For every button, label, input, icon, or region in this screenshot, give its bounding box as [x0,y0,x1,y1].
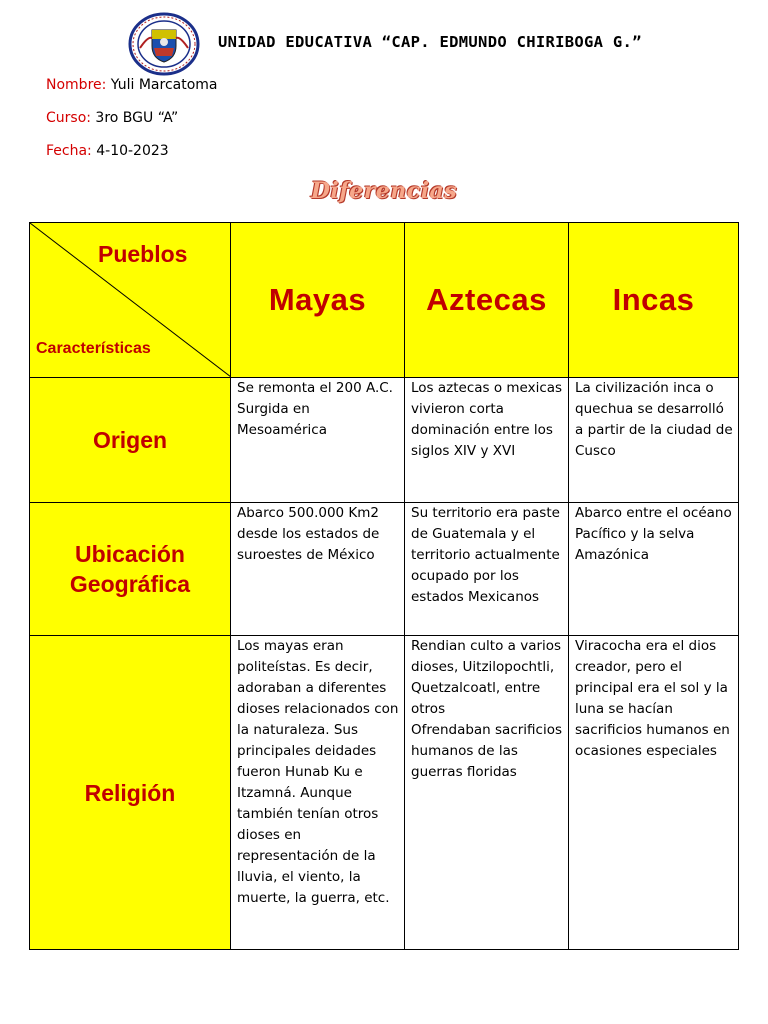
table-cell: Los mayas eran politeístas. Es decir, adoraban a diferentes dioses relacionados con la naturaleza. Sus principales deidades fueron Hunab Ku e Itzamná. Aunque también tenían otros dioses en representación de la lluvia, el viento, la muerte, la guerra, etc. [231,636,405,950]
table-row [30,636,739,950]
corner-top-label: Pueblos [98,241,188,267]
page-title: Diferencias [310,178,458,204]
table-cell: Su territorio era paste de Guatemala y el territorio actualmente ocupado por los estados Mexicanos [405,503,569,636]
student-name-line [46,77,218,93]
column-header-mayas [231,223,405,378]
name-label: Nombre: [46,77,107,93]
table-cell: La civilización inca o quechua se desarrolló a partir de la ciudad de Cusco [569,378,739,503]
course-label: Curso: [46,110,91,126]
row-header-origen: Origen [30,378,231,503]
document-header [0,0,768,80]
school-name: UNIDAD EDUCATIVA “CAP. EDMUNDO CHIRIBOGA G.” [218,33,642,51]
column-label: Aztecas [426,282,547,317]
column-label: Incas [612,282,695,317]
course-line [46,110,178,126]
date-value: 4-10-2023 [91,143,169,159]
date-line [46,143,169,159]
name-value: Yuli Marcatoma [106,77,218,93]
table-row [30,503,739,636]
table-cell: Abarco 500.000 Km2 desde los estados de suroestes de México [231,503,405,636]
school-crest-icon [128,12,200,76]
column-header-incas [569,223,739,378]
table-cell: Se remonta el 200 A.C. Surgida en Mesoamérica [231,378,405,503]
table-row [30,378,739,503]
table-cell: Viracocha era el dios creador, pero el principal era el sol y la luna se hacían sacrificios humanos en ocasiones especiales [569,636,739,950]
course-value: 3ro BGU “A” [90,110,179,126]
row-header-ubicacion: Ubicación Geográfica [30,503,231,636]
table-cell: Abarco entre el océano Pacífico y la selva Amazónica [569,503,739,636]
date-label: Fecha: [46,143,92,159]
row-header-religion: Religión [30,636,231,950]
table-cell: Rendian culto a varios dioses, Uitzilopochtli, Quetzalcoatl, entre otros Ofrendaban sacrificios humanos de las guerras floridas [405,636,569,950]
comparison-table [29,222,739,950]
table-header-row [30,223,739,378]
table-cell: Los aztecas o mexicas vivieron corta dominación entre los siglos XIV y XVI [405,378,569,503]
corner-bottom-label: Características [36,340,151,357]
corner-cell [30,223,231,378]
column-header-aztecas [405,223,569,378]
column-label: Mayas [268,282,367,317]
